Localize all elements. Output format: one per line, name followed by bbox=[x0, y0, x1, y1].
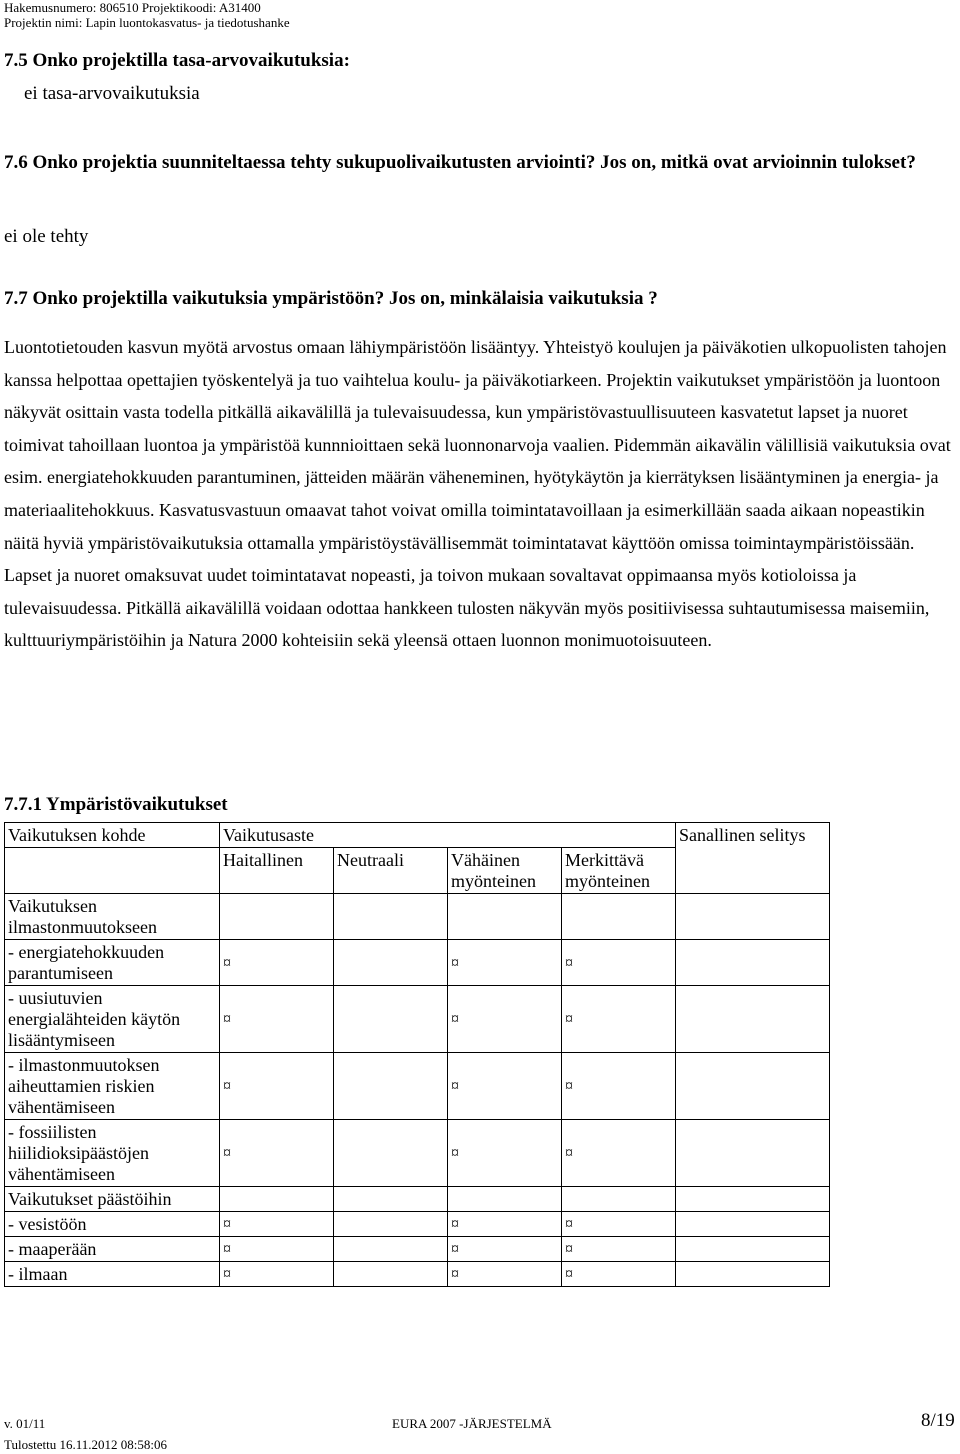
cell-vahainen bbox=[448, 1187, 562, 1212]
footer-page-number: 8/19 bbox=[921, 1410, 955, 1431]
footer-version: v. 01/11 bbox=[4, 1416, 46, 1431]
marker-merkittava: ¤ bbox=[562, 1237, 676, 1262]
cell-neutraali bbox=[334, 1187, 448, 1212]
marker-vahainen: ¤ bbox=[448, 1237, 562, 1262]
cell-haitallinen bbox=[220, 894, 334, 940]
marker-merkittava: ¤ bbox=[562, 986, 676, 1053]
table-row bbox=[5, 986, 830, 1053]
question-7-6-title-text: 7.6 Onko projektia suunniteltaessa tehty sukupuolivaikutusten arviointi? Jos on, mitkä ovat arvioinnin tulokset? bbox=[4, 152, 916, 173]
cell-merkittava bbox=[562, 1187, 676, 1212]
col-header-kohde: Vaikutuksen kohde bbox=[5, 823, 220, 848]
cell-haitallinen bbox=[220, 1187, 334, 1212]
question-7-5-answer: ei tasa-arvovaikutuksia bbox=[24, 83, 200, 104]
row-label: - ilmaan bbox=[5, 1262, 220, 1287]
marker-haitallinen: ¤ bbox=[220, 1053, 334, 1120]
marker-vahainen: ¤ bbox=[448, 1212, 562, 1237]
marker-merkittava: ¤ bbox=[562, 1120, 676, 1187]
marker-neutraali bbox=[334, 1237, 448, 1262]
table-row bbox=[5, 1187, 830, 1212]
table-7-7-1-title: 7.7.1 Ympäristövaikutukset bbox=[4, 794, 228, 815]
marker-neutraali bbox=[334, 1120, 448, 1187]
table-row bbox=[5, 1212, 830, 1237]
row-label: Vaikutukset päästöihin bbox=[5, 1187, 220, 1212]
question-7-6-title bbox=[4, 147, 954, 179]
marker-vahainen: ¤ bbox=[448, 1120, 562, 1187]
row-label: Vaikutuksen ilmastonmuutokseen bbox=[5, 894, 220, 940]
table-row bbox=[5, 894, 830, 940]
subheader-empty bbox=[5, 848, 220, 894]
marker-neutraali bbox=[334, 1262, 448, 1287]
marker-neutraali bbox=[334, 1212, 448, 1237]
marker-haitallinen: ¤ bbox=[220, 1212, 334, 1237]
table-header-row bbox=[5, 823, 830, 848]
row-label: - vesistöön bbox=[5, 1212, 220, 1237]
cell-vahainen bbox=[448, 894, 562, 940]
row-label: - maaperään bbox=[5, 1237, 220, 1262]
cell-merkittava bbox=[562, 894, 676, 940]
marker-neutraali bbox=[334, 986, 448, 1053]
question-7-6-answer: ei ole tehty bbox=[4, 226, 89, 247]
cell-selitys bbox=[676, 1262, 830, 1287]
marker-merkittava: ¤ bbox=[562, 1212, 676, 1237]
marker-vahainen: ¤ bbox=[448, 986, 562, 1053]
marker-vahainen: ¤ bbox=[448, 940, 562, 986]
subheader-neutraali: Neutraali bbox=[334, 848, 448, 894]
marker-vahainen: ¤ bbox=[448, 1053, 562, 1120]
question-7-5-title: 7.5 Onko projektilla tasa-arvovaikutuksia: bbox=[4, 50, 350, 71]
subheader-haitallinen: Haitallinen bbox=[220, 848, 334, 894]
row-label: - fossiilisten hiilidioksipäästöjen vähentämiseen bbox=[5, 1120, 220, 1187]
table-row bbox=[5, 1262, 830, 1287]
table-row bbox=[5, 1053, 830, 1120]
cell-selitys bbox=[676, 986, 830, 1053]
subheader-vahainen: Vähäinen myönteinen bbox=[448, 848, 562, 894]
marker-merkittava: ¤ bbox=[562, 940, 676, 986]
table-row bbox=[5, 1237, 830, 1262]
marker-vahainen: ¤ bbox=[448, 1262, 562, 1287]
row-label: - uusiutuvien energialähteiden käytön lisääntymiseen bbox=[5, 986, 220, 1053]
cell-selitys bbox=[676, 1237, 830, 1262]
marker-haitallinen: ¤ bbox=[220, 986, 334, 1053]
environmental-impact-table bbox=[4, 822, 830, 1287]
marker-merkittava: ¤ bbox=[562, 1262, 676, 1287]
marker-haitallinen: ¤ bbox=[220, 1120, 334, 1187]
cell-selitys bbox=[676, 1120, 830, 1187]
cell-selitys bbox=[676, 940, 830, 986]
subheader-merkittava: Merkittävä myönteinen bbox=[562, 848, 676, 894]
cell-selitys bbox=[676, 1212, 830, 1237]
table-row bbox=[5, 940, 830, 986]
question-7-7-answer: Luontotietouden kasvun myötä arvostus omaan lähiympäristöön lisääntyy. Yhteistyö koulujen ja päiväkotien ulkopuolisten tahojen kanssa helpottaa opettajien työskentelyä ja tuo vaihtelua koulu- ja päiväkotiarkeen. Projektin vaikutukset ympäristöön ja luontoon näkyvät osittain vasta todella pitkällä aikavälillä ja tulevaisuudessa, kun ympäristövastuullisuuteen kasvatetut lapset ja nuoret toimivat tahoillaan luontoa ja ympäristöä kunnnioittaen sekä luonnonarvoja vaalien. Pidemmän aikavälin välillisiä vaikutuksia ovat esim. energiatehokkuuden parantuminen, jätteiden määrän väheneminen, hyötykäytön ja kierrätyksen lisääntyminen ja energia- ja materiaalitehokkuus. Kasvatusvastuun omaavat tahot voivat omilla toimintatavoillaan ja esimerkillään saada aikaan nopeastikin näitä hyviä ympäristövaikutuksia ottamalla ympäristöystävällisemmät toimintatavat käyttöön omissa toimintaympäristöissään. Lapset ja nuoret omaksuvat uudet toimintatavat nopeasti, ja toivon mukaan sovaltavat oppimaansa myös kotioloissa ja tulevaisuudessa. Pitkällä aikavälillä voidaan odottaa hankkeen tulosten näkyvän myös positiivisessa suhtautumisessa maisemiin, kulttuuriympäristöihin ja Natura 2000 kohteisiin sekä yleensä ottaen luonnon monimuotoisuuteen. bbox=[4, 337, 951, 651]
cell-selitys bbox=[676, 1053, 830, 1120]
marker-haitallinen: ¤ bbox=[220, 1262, 334, 1287]
question-7-7-title: 7.7 Onko projektilla vaikutuksia ympäristöön? Jos on, minkälaisia vaikutuksia ? bbox=[4, 288, 658, 309]
marker-haitallinen: ¤ bbox=[220, 940, 334, 986]
table-row bbox=[5, 1120, 830, 1187]
cell-selitys bbox=[676, 1187, 830, 1212]
row-label: - ilmastonmuutoksen aiheuttamien riskien vähentämiseen bbox=[5, 1053, 220, 1120]
marker-neutraali bbox=[334, 940, 448, 986]
footer-system: EURA 2007 -JÄRJESTELMÄ bbox=[392, 1416, 552, 1431]
cell-selitys bbox=[676, 894, 830, 940]
header-project-name: Projektin nimi: Lapin luontokasvatus- ja tiedotushanke bbox=[4, 15, 290, 30]
marker-merkittava: ¤ bbox=[562, 1053, 676, 1120]
cell-neutraali bbox=[334, 894, 448, 940]
col-header-aste: Vaikutusaste bbox=[220, 823, 676, 848]
header-application-number: Hakemusnumero: 806510 Projektikoodi: A31400 bbox=[4, 0, 261, 15]
footer-printed-timestamp: Tulostettu 16.11.2012 08:58:06 bbox=[4, 1437, 168, 1452]
col-header-selitys: Sanallinen selitys bbox=[676, 823, 830, 894]
marker-neutraali bbox=[334, 1053, 448, 1120]
row-label: - energiatehokkuuden parantumiseen bbox=[5, 940, 220, 986]
marker-haitallinen: ¤ bbox=[220, 1237, 334, 1262]
